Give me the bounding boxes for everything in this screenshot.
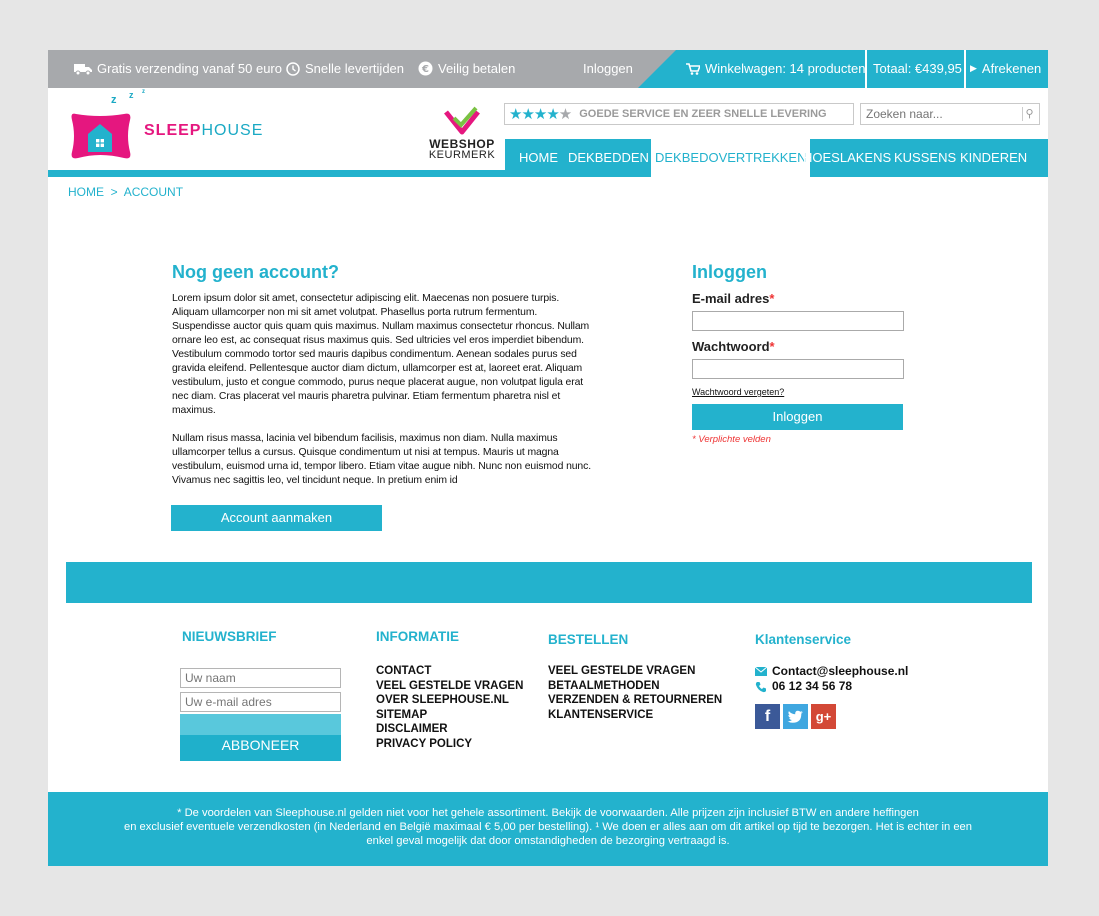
fast-delivery (286, 61, 404, 76)
email-field[interactable] (692, 311, 904, 331)
mail-icon (755, 667, 767, 676)
cart-link[interactable] (686, 61, 865, 76)
password-field[interactable] (692, 359, 904, 379)
keurmerk-line1: WEBSHOP (429, 137, 495, 151)
truck-icon (74, 63, 92, 75)
breadcrumb (68, 185, 183, 199)
secure-pay-text: Veilig betalen (438, 61, 516, 76)
newsletter-title: NIEUWSBRIEF (182, 629, 277, 644)
footer-link-customer-service[interactable]: KLANTENSERVICE (548, 708, 654, 721)
order-links (548, 664, 722, 722)
footer-link-payment[interactable]: BETAALMETHODEN (548, 679, 660, 692)
service-contact (755, 664, 908, 694)
login-title: Inloggen (692, 262, 767, 282)
newsletter-column (182, 629, 277, 644)
nav-kussens[interactable]: KUSSENS (894, 150, 957, 165)
login-link[interactable]: Inloggen (583, 61, 633, 76)
password-label-text: Wachtwoord (692, 339, 770, 354)
checkout-text: Afrekenen (981, 61, 1042, 76)
free-shipping (74, 61, 282, 76)
login-button[interactable]: Inloggen (692, 404, 903, 430)
sleep-z-icon: z (129, 90, 134, 100)
free-shipping-text: Gratis verzending vanaf 50 euro (97, 61, 282, 76)
footer-link-faq[interactable]: VEEL GESTELDE VRAGEN (376, 679, 524, 692)
euro-icon (418, 61, 433, 76)
register-title: Nog geen account? (172, 262, 340, 282)
nav-dekbedden[interactable]: DEKBEDDEN (568, 150, 649, 165)
cart-text: Winkelwagen: 14 producten (705, 61, 866, 76)
rating-bar[interactable] (504, 103, 854, 125)
breadcrumb-separator: > (110, 185, 118, 199)
footer-link-disclaimer[interactable]: DISCLAIMER (376, 723, 448, 735)
top-bar (48, 50, 1048, 88)
social-links (755, 704, 908, 729)
rating-stars-icon: ★★★★★ (509, 106, 572, 123)
nav-home[interactable]: HOME (519, 150, 558, 165)
service-email[interactable] (755, 664, 908, 679)
footer-link-shipping[interactable]: VERZENDEN & RETOURNEREN (548, 694, 723, 706)
main-nav (505, 139, 1048, 177)
keurmerk-check-icon (442, 106, 482, 136)
checkout-link[interactable] (970, 61, 1041, 76)
register-paragraph: Nullam risus massa, lacinia vel bibendum facilisis, maximus non diam. Nulla maximus ullamcorper tellus a cursus. Quisque condimentum ut nisi at tempus. Mauris ut magna vestibulum, euismod urna id, tempor libero. Etiam vitae augue nibh. Nunc non euismod nunc. Vivamus nec sagittis leo, vel tincidunt neque. In pretium enim id (172, 433, 591, 486)
google-plus-icon[interactable]: g+ (811, 704, 836, 729)
nav-dekbedovertrekken[interactable]: DEKBEDOVERTREKKEN (651, 139, 810, 177)
service-phone-text: 06 12 34 56 78 (772, 679, 853, 693)
logo-part2: HOUSE (201, 122, 264, 139)
play-icon: ▶ (970, 63, 977, 73)
logo-part1: SLEEP (144, 122, 202, 139)
forgot-password-link[interactable]: Wachtwoord vergeten? (692, 387, 785, 397)
login-section (692, 262, 906, 445)
service-title: Klantenservice (755, 632, 852, 647)
info-links (376, 664, 523, 751)
newsletter-name-input[interactable] (180, 668, 341, 688)
legal-disclaimer (48, 792, 1048, 866)
required-mark: * (769, 339, 775, 354)
newsletter-email-input[interactable] (180, 692, 341, 712)
facebook-icon[interactable]: f (755, 704, 780, 729)
nav-hoeslakens[interactable]: HOESLAKENS (803, 150, 892, 165)
divider (865, 50, 867, 88)
info-column (376, 629, 523, 751)
disclaimer-line: enkel geval mogelijk dat door omstandigheden de bezorging vertraagd is. (366, 835, 730, 847)
webshop-keurmerk[interactable] (422, 106, 502, 161)
create-account-button[interactable]: Account aanmaken (171, 505, 382, 531)
sleep-z-icon: z (111, 94, 117, 106)
email-label (692, 291, 906, 306)
logo-wordmark[interactable] (144, 122, 263, 140)
cart-icon (686, 63, 700, 75)
required-fields-note: * Verplichte velden (692, 434, 771, 445)
footer-link-sitemap[interactable]: SITEMAP (376, 708, 428, 721)
register-paragraph: Lorem ipsum dolor sit amet, consectetur adipiscing elit. Maecenas non posuere turpis. Aliquam ullamcorper non mi sit amet volutpat. Phasellus porta rutrum fermentum. Suspendisse auctor quis quam quis maximus. Nullam maximus consectetur rhoncus. Nullam ornare leo est, ac consequat risus maximus quis. Sed ultricies vel eros imperdiet bibendum. Vestibulum commodo tortor sed mauris dapibus condimentum. Aenean sodales purus sed gravida eleifend. Pellentesque auctor diam dictum, ullamcorper est at, laoreet erat. Aliquam vestibulum, justo et congue commodo, purus neque placerat augue, non volutpat ligula erat nec diam. Cras placerat vel mauris pharetra pulvinar. Etiam fermentum pharetra nisl et maximus. (172, 293, 590, 416)
rating-text: GOEDE SERVICE EN ZEER SNELLE LEVERING (579, 108, 827, 120)
footer-band (66, 562, 1032, 603)
breadcrumb-home[interactable]: HOME (68, 185, 104, 199)
footer-link-privacy[interactable]: PRIVACY POLICY (376, 737, 473, 750)
required-mark: * (769, 291, 775, 306)
search-input[interactable] (861, 104, 1011, 124)
search-icon[interactable]: ⚲ (1022, 107, 1036, 121)
password-label (692, 339, 906, 354)
subscribe-button[interactable]: ABBONEER (180, 714, 341, 761)
twitter-icon[interactable] (783, 704, 808, 729)
service-phone[interactable] (755, 679, 908, 694)
sleep-z-icon: z (142, 89, 145, 95)
register-section (172, 262, 592, 488)
nav-kinderen[interactable]: KINDEREN (960, 150, 1028, 165)
clock-icon (286, 62, 300, 76)
footer-link-faq[interactable]: VEEL GESTELDE VRAGEN (548, 665, 696, 677)
fast-delivery-text: Snelle levertijden (305, 61, 405, 76)
cart-total: Totaal: €439,95 (873, 61, 962, 76)
footer-link-contact[interactable]: CONTACT (376, 665, 432, 677)
header-strip (48, 170, 505, 177)
keurmerk-line2: KEURMERK (428, 149, 496, 161)
order-column (548, 632, 722, 722)
breadcrumb-current: ACCOUNT (123, 185, 184, 199)
pillow-house-icon (66, 90, 134, 166)
order-title: BESTELLEN (548, 632, 629, 647)
divider (964, 50, 966, 88)
phone-icon (755, 681, 767, 693)
register-text (172, 292, 592, 488)
disclaimer-line: en exclusief eventuele verzendkosten (in Nederland en België maximaal € 5,00 per bestelling). ¹ We doen er alles aan om dit artikel op tijd te bezorgen. Het is echter in een (123, 821, 973, 833)
service-column (755, 632, 908, 729)
twitter-bird-icon (787, 710, 804, 724)
secure-pay (418, 61, 515, 76)
svg-text:€: € (422, 64, 429, 75)
page (48, 50, 1048, 866)
search-box (860, 103, 1040, 125)
email-label-text: E-mail adres (692, 291, 770, 306)
disclaimer-line: * De voordelen van Sleephouse.nl gelden niet voor het gehele assortiment. Bekijk de voorwaarden. Alle prijzen zijn inclusief BTW en andere heffingen (177, 807, 919, 819)
footer-link-about[interactable]: OVER SLEEPHOUSE.NL (376, 694, 509, 706)
service-email-text: Contact@sleephouse.nl (772, 664, 909, 678)
info-title: INFORMATIE (376, 629, 459, 644)
